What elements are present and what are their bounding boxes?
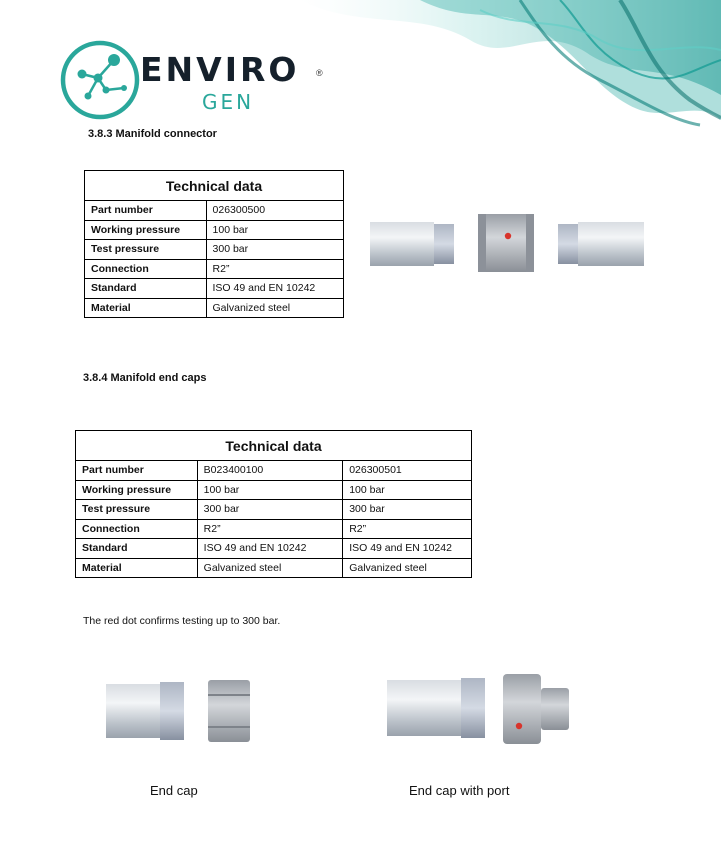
row-value-end-cap: R2” — [197, 519, 343, 539]
technical-data-table-connector — [84, 170, 344, 318]
table-title: Technical data — [76, 431, 472, 461]
table-row — [76, 539, 472, 559]
table-row — [85, 279, 344, 299]
row-value: ISO 49 and EN 10242 — [206, 279, 343, 299]
row-value-end-cap: 300 bar — [197, 500, 343, 520]
row-value: 100 bar — [206, 220, 343, 240]
logo-sub-text: GEN — [202, 90, 255, 114]
row-label: Working pressure — [85, 220, 207, 240]
table-row — [85, 240, 344, 260]
row-label: Standard — [76, 539, 198, 559]
row-value-end-cap: ISO 49 and EN 10242 — [197, 539, 343, 559]
row-value-end-cap-port: 100 bar — [343, 480, 472, 500]
table-row — [85, 201, 344, 221]
table-row — [76, 461, 472, 481]
table-row — [76, 480, 472, 500]
table-row — [76, 519, 472, 539]
row-value-end-cap: 100 bar — [197, 480, 343, 500]
end-cap-photo — [104, 672, 254, 752]
technical-data-table-end-caps — [75, 430, 472, 578]
envirogen-logo — [60, 38, 330, 122]
row-value-end-cap: B023400100 — [197, 461, 343, 481]
row-value: Galvanized steel — [206, 298, 343, 318]
row-label: Connection — [85, 259, 207, 279]
row-value-end-cap: Galvanized steel — [197, 558, 343, 578]
row-label: Material — [76, 558, 198, 578]
row-value-end-cap-port: Galvanized steel — [343, 558, 472, 578]
table-title: Technical data — [85, 171, 344, 201]
table-row — [76, 500, 472, 520]
red-dot-note: The red dot confirms testing up to 300 bar. — [83, 615, 281, 627]
row-label: Part number — [85, 201, 207, 221]
row-value-end-cap-port: ISO 49 and EN 10242 — [343, 539, 472, 559]
manifold-connector-photo — [368, 208, 648, 278]
table-row — [76, 558, 472, 578]
table-row — [85, 259, 344, 279]
row-value: 300 bar — [206, 240, 343, 260]
row-value: 026300500 — [206, 201, 343, 221]
row-value-end-cap-port: R2” — [343, 519, 472, 539]
caption-end-cap-with-port: End cap with port — [409, 783, 510, 798]
section-heading-manifold-end-caps: 3.8.4 Manifold end caps — [83, 372, 207, 384]
row-value-end-cap-port: 300 bar — [343, 500, 472, 520]
section-heading-manifold-connector: 3.8.3 Manifold connector — [88, 128, 217, 140]
row-label: Test pressure — [85, 240, 207, 260]
row-label: Material — [85, 298, 207, 318]
molecule-logo-icon — [60, 38, 140, 122]
row-label: Test pressure — [76, 500, 198, 520]
row-label: Standard — [85, 279, 207, 299]
table-row — [85, 220, 344, 240]
logo-brand-text: ENVIRO — [140, 50, 300, 89]
registered-mark: ® — [316, 68, 323, 78]
row-value: R2” — [206, 259, 343, 279]
row-label: Part number — [76, 461, 198, 481]
end-cap-with-port-photo — [385, 668, 581, 752]
table-row — [85, 298, 344, 318]
row-label: Connection — [76, 519, 198, 539]
caption-end-cap: End cap — [150, 783, 198, 798]
row-label: Working pressure — [76, 480, 198, 500]
row-value-end-cap-port: 026300501 — [343, 461, 472, 481]
